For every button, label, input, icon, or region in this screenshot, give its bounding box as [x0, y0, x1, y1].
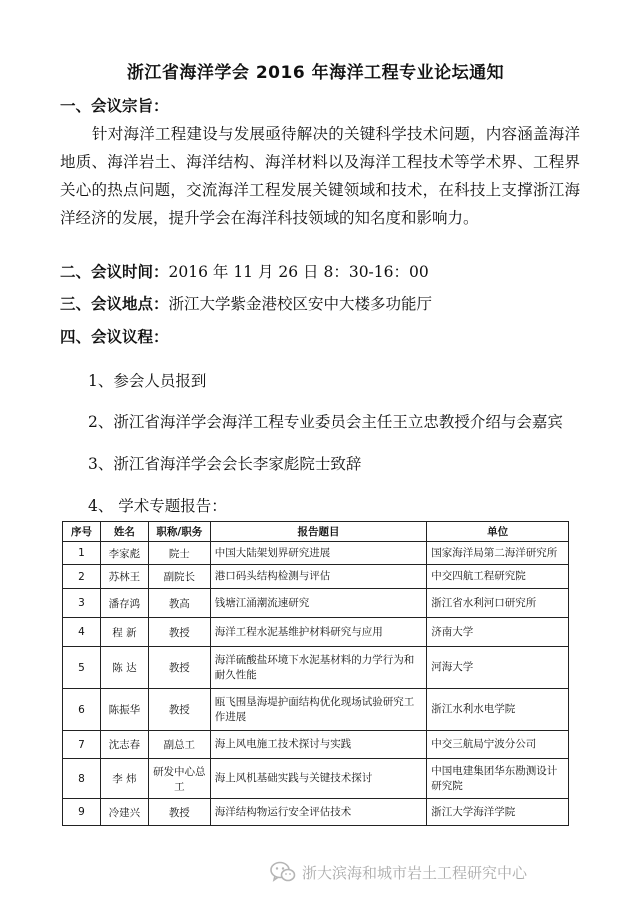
cell-position: 教授: [148, 689, 210, 731]
cell-topic: 港口码头结构检测与评估: [210, 565, 427, 589]
agenda-item: 3、浙江省海洋学会会长李家彪院士致辞: [88, 455, 362, 473]
cell-name: 陈 达: [100, 647, 148, 689]
cell-position: 研发中心总工: [148, 759, 210, 799]
cell-index: 9: [63, 799, 101, 826]
cell-index: 1: [63, 542, 101, 565]
table-header-row: [63, 522, 569, 542]
agenda-item: 2、浙江省海洋学会海洋工程专业委员会主任王立忠教授介绍与会嘉宾: [88, 413, 563, 431]
cell-organization: 国家海洋局第二海洋研究所: [427, 542, 569, 565]
table-row: [63, 647, 569, 689]
cell-topic: 海上风机基础实践与关键技术探讨: [210, 759, 427, 799]
cell-organization: 浙江大学海洋学院: [427, 799, 569, 826]
table-row: [63, 565, 569, 589]
header-title: 职称/职务: [148, 522, 210, 542]
header-name: 姓名: [100, 522, 148, 542]
document-title: 浙江省海洋学会 2016 年海洋工程专业论坛通知: [126, 63, 505, 83]
table-row: [63, 731, 569, 759]
cell-position: 院士: [148, 542, 210, 565]
cell-index: 2: [63, 565, 101, 589]
cell-index: 4: [63, 618, 101, 647]
agenda-item: 4、 学术专题报告：: [88, 497, 227, 515]
section-3-heading: [60, 292, 432, 314]
cell-topic: 海上风电施工技术探讨与实践: [210, 731, 427, 759]
cell-name: 李 炜: [100, 759, 148, 799]
cell-position: 副总工: [148, 731, 210, 759]
cell-index: 5: [63, 647, 101, 689]
section-1-body: 针对海洋工程建设与发展亟待解决的关键科学技术问题，内容涵盖海洋地质、海洋岩土、海洋结构、海洋材料以及海洋工程技术等学术界、工程界关心的热点问题，交流海洋工程发展关键领域和技术，在科技上支撑浙江海洋经济的发展，提升学会在海洋科技领域的知名度和影响力。: [60, 125, 580, 227]
cell-index: 3: [63, 589, 101, 618]
cell-organization: 浙江省水利河口研究所: [427, 589, 569, 618]
cell-position: 教授: [148, 618, 210, 647]
cell-organization: 中交四航工程研究院: [427, 565, 569, 589]
cell-topic: 海洋工程水泥基维护材料研究与应用: [210, 618, 427, 647]
cell-organization: 中交三航局宁波分公司: [427, 731, 569, 759]
header-index: 序号: [63, 522, 101, 542]
cell-topic: 瓯飞围垦海堤护面结构优化现场试验研究工作进展: [210, 689, 427, 731]
cell-name: 李家彪: [100, 542, 148, 565]
talks-table: [62, 521, 569, 826]
agenda-item: 1、参会人员报到: [88, 372, 207, 390]
cell-position: 教授: [148, 647, 210, 689]
cell-organization: 济南大学: [427, 618, 569, 647]
cell-index: 8: [63, 759, 101, 799]
watermark-text: 浙大滨海和城市岩土工程研究中心: [302, 863, 528, 882]
cell-name: 冷建兴: [100, 799, 148, 826]
cell-topic: 钱塘江涌潮流速研究: [210, 589, 427, 618]
section-4-heading: 四、会议议程：: [60, 328, 169, 346]
section-3-label: 三、会议地点：: [60, 295, 169, 313]
cell-topic: 海洋结构物运行安全评估技术: [210, 799, 427, 826]
section-1-heading: 一、会议宗旨：: [60, 97, 169, 115]
cell-organization: 河海大学: [427, 647, 569, 689]
cell-topic: 中国大陆架划界研究进展: [210, 542, 427, 565]
header-organization: 单位: [427, 522, 569, 542]
meeting-time: 2016 年 11 月 26 日 8：30-16：00: [168, 263, 429, 281]
cell-name: 程 新: [100, 618, 148, 647]
section-2-label: 二、会议时间：: [60, 263, 169, 281]
cell-topic: 海洋硫酸盐环境下水泥基材料的力学行为和耐久性能: [210, 647, 427, 689]
cell-position: 教高: [148, 589, 210, 618]
cell-name: 沈志春: [100, 731, 148, 759]
meeting-location: 浙江大学紫金港校区安中大楼多功能厅: [168, 295, 433, 313]
table-row: [63, 759, 569, 799]
table-row: [63, 618, 569, 647]
table-row: [63, 542, 569, 565]
cell-organization: 浙江水利水电学院: [427, 689, 569, 731]
cell-position: 教授: [148, 799, 210, 826]
header-report-topic: 报告题目: [210, 522, 427, 542]
cell-position: 副院长: [148, 565, 210, 589]
cell-name: 苏林王: [100, 565, 148, 589]
cell-index: 6: [63, 689, 101, 731]
cell-index: 7: [63, 731, 101, 759]
table-row: [63, 689, 569, 731]
section-2-heading: [60, 260, 429, 282]
cell-organization: 中国电建集团华东勘测设计研究院: [427, 759, 569, 799]
cell-name: 潘存鸿: [100, 589, 148, 618]
wechat-watermark: [270, 861, 527, 883]
wechat-icon: [270, 861, 296, 883]
table-row: [63, 799, 569, 826]
cell-name: 陈振华: [100, 689, 148, 731]
table-row: [63, 589, 569, 618]
